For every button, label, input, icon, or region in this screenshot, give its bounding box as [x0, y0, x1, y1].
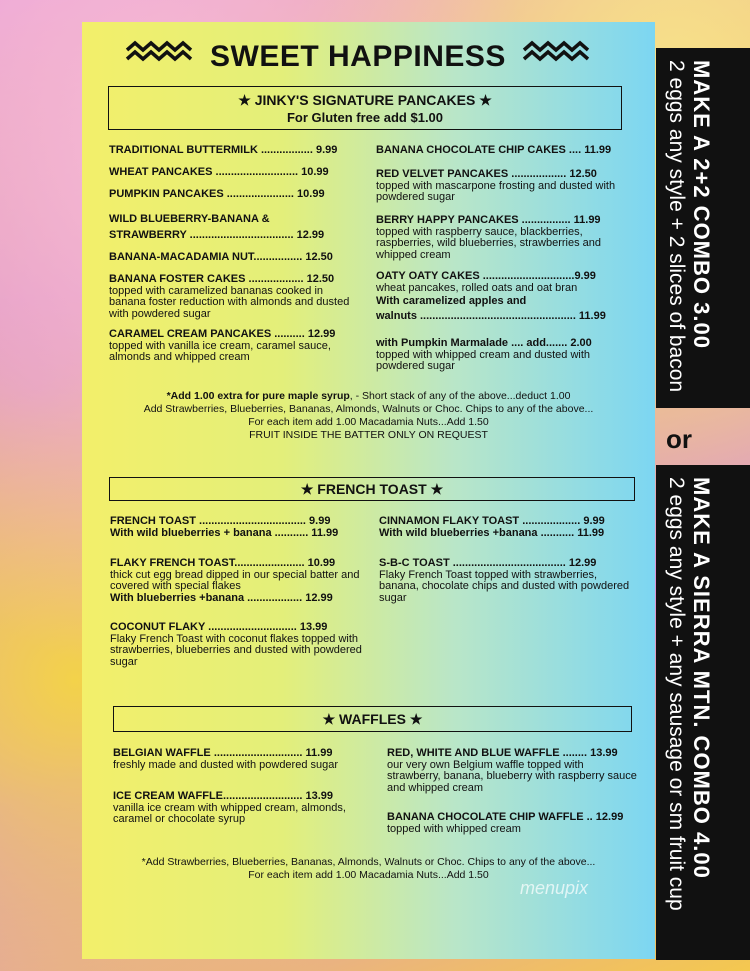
menu-item: CINNAMON FLAKY TOAST ................... 9.99 With wild blueberries +banana ........... 11.99 — [379, 515, 605, 539]
pancakes-heading: ★ JINKY'S SIGNATURE PANCAKES ★ — [238, 92, 492, 108]
menu-item: COCONUT FLAKY ............................. 13.99 Flaky French Toast with coconut flakes topped with strawberries, blueberries and dusted with powdered sugar — [110, 621, 362, 668]
waffles-heading: ★ WAFFLES ★ — [322, 711, 423, 727]
pancake-note: Add Strawberries, Blueberries, Bananas, Almonds, Walnuts or Choc. Chips to any of the above... — [143, 403, 594, 415]
menu-item: FRENCH TOAST ................................... 9.99 With wild blueberries + banana ........... 11.99 — [110, 515, 339, 539]
waffles-header — [113, 706, 632, 732]
waffle-note: For each item add 1.00 Macadamia Nuts...Add 1.50 — [248, 869, 489, 881]
combo-band-top — [656, 48, 750, 408]
menu-item: WHEAT PANCAKES ........................... 10.99 — [109, 166, 329, 178]
zigzag-left-icon — [125, 40, 195, 62]
combo-1-desc: 2 eggs any style + 2 slices of bacon — [665, 60, 688, 393]
combo-2-title: MAKE A SIERRA MTN. COMBO 4.00 — [689, 477, 714, 879]
menu-item: BANANA-MACADAMIA NUT................ 12.50 — [109, 251, 333, 263]
menu-item: FLAKY FRENCH TOAST....................... 10.99 thick cut egg bread dipped in our special batter and covered with special flakes With blueberries +banana .................. 12.99 — [110, 557, 360, 604]
menu-item: ICE CREAM WAFFLE.......................... 13.99 vanilla ice cream with whipped cream, almonds, caramel or chocolate syrup — [113, 790, 346, 825]
or-label: or — [666, 424, 692, 454]
menu-item: BELGIAN WAFFLE ............................. 11.99 freshly made and dusted with powdered sugar — [113, 747, 339, 771]
menu-item: PUMPKIN PANCAKES ...................... 10.99 — [109, 188, 325, 200]
menu-item: BANANA FOSTER CAKES .................. 12.50 topped with caramelized bananas cooked in banana foster reduction with almonds and dusted with powdered sugar — [109, 273, 350, 320]
menu-item: S-B-C TOAST ..................................... 12.99 Flaky French Toast topped with strawberries, banana, chocolate chips and dusted with powdered sugar — [379, 557, 630, 604]
combo-2 — [664, 477, 714, 911]
watermark: menupix — [520, 878, 589, 898]
french-toast-header — [109, 477, 635, 501]
menu-item: CARAMEL CREAM PANCAKES .......... 12.99 topped with vanilla ice cream, caramel sauce, almonds and whipped cream — [109, 328, 336, 363]
menu-item: BANANA CHOCOLATE CHIP WAFFLE .. 12.99 topped with whipped cream — [387, 811, 624, 835]
menu-item: RED, WHITE AND BLUE WAFFLE ........ 13.99 our very own Belgium waffle topped with strawberry, banana, blueberry with raspberry sauce and whipped cream — [387, 747, 637, 794]
pancake-note: FRUIT INSIDE THE BATTER ONLY ON REQUEST — [249, 429, 488, 441]
menu-item: TRADITIONAL BUTTERMILK ................. 9.99 — [109, 144, 338, 156]
waffle-note: *Add Strawberries, Blueberries, Bananas, Almonds, Walnuts or Choc. Chips to any of the above... — [141, 856, 596, 868]
zigzag-right-icon — [522, 40, 592, 62]
combo-1 — [664, 60, 714, 392]
combo-2-desc: 2 eggs any style + any sausage or sm fruit cup — [665, 477, 688, 911]
menu-item: OATY OATY CAKES ..............................9.99 wheat pancakes, rolled oats and oat bran With caramelized apples and walnuts ................................................... 11.99 — [376, 270, 606, 322]
pancake-note: For each item add 1.00 Macadamia Nuts...Add 1.50 — [248, 416, 489, 428]
menu-item: STRAWBERRY .................................. 12.99 — [109, 229, 325, 241]
pancake-note: *Add 1.00 extra for pure maple syrup, - Short stack of any of the above...deduct 1.00 — [166, 390, 571, 402]
menu-item: BANANA CHOCOLATE CHIP CAKES .... 11.99 — [376, 144, 612, 156]
menu-item: with Pumpkin Marmalade .... add....... 2.00 topped with whipped cream and dusted with powdered sugar — [376, 337, 592, 372]
menu-item: BERRY HAPPY PANCAKES ................ 11.99 topped with raspberry sauce, blackberries, raspberries, wild blueberries, strawberries and whipped cream — [376, 214, 601, 261]
page-title: SWEET HAPPINESS — [210, 40, 506, 73]
menu-item: RED VELVET PANCAKES .................. 12.50 topped with mascarpone frosting and dusted with powdered sugar — [376, 168, 616, 203]
combo-1-title: MAKE A 2+2 COMBO 3.00 — [689, 60, 714, 349]
french-toast-heading: ★ FRENCH TOAST ★ — [300, 481, 444, 497]
combo-band-bottom — [656, 465, 750, 960]
pancakes-subheading: For Gluten free add $1.00 — [286, 110, 444, 125]
pancakes-header — [108, 86, 622, 130]
menu-item: WILD BLUEBERRY-BANANA & — [109, 213, 270, 225]
